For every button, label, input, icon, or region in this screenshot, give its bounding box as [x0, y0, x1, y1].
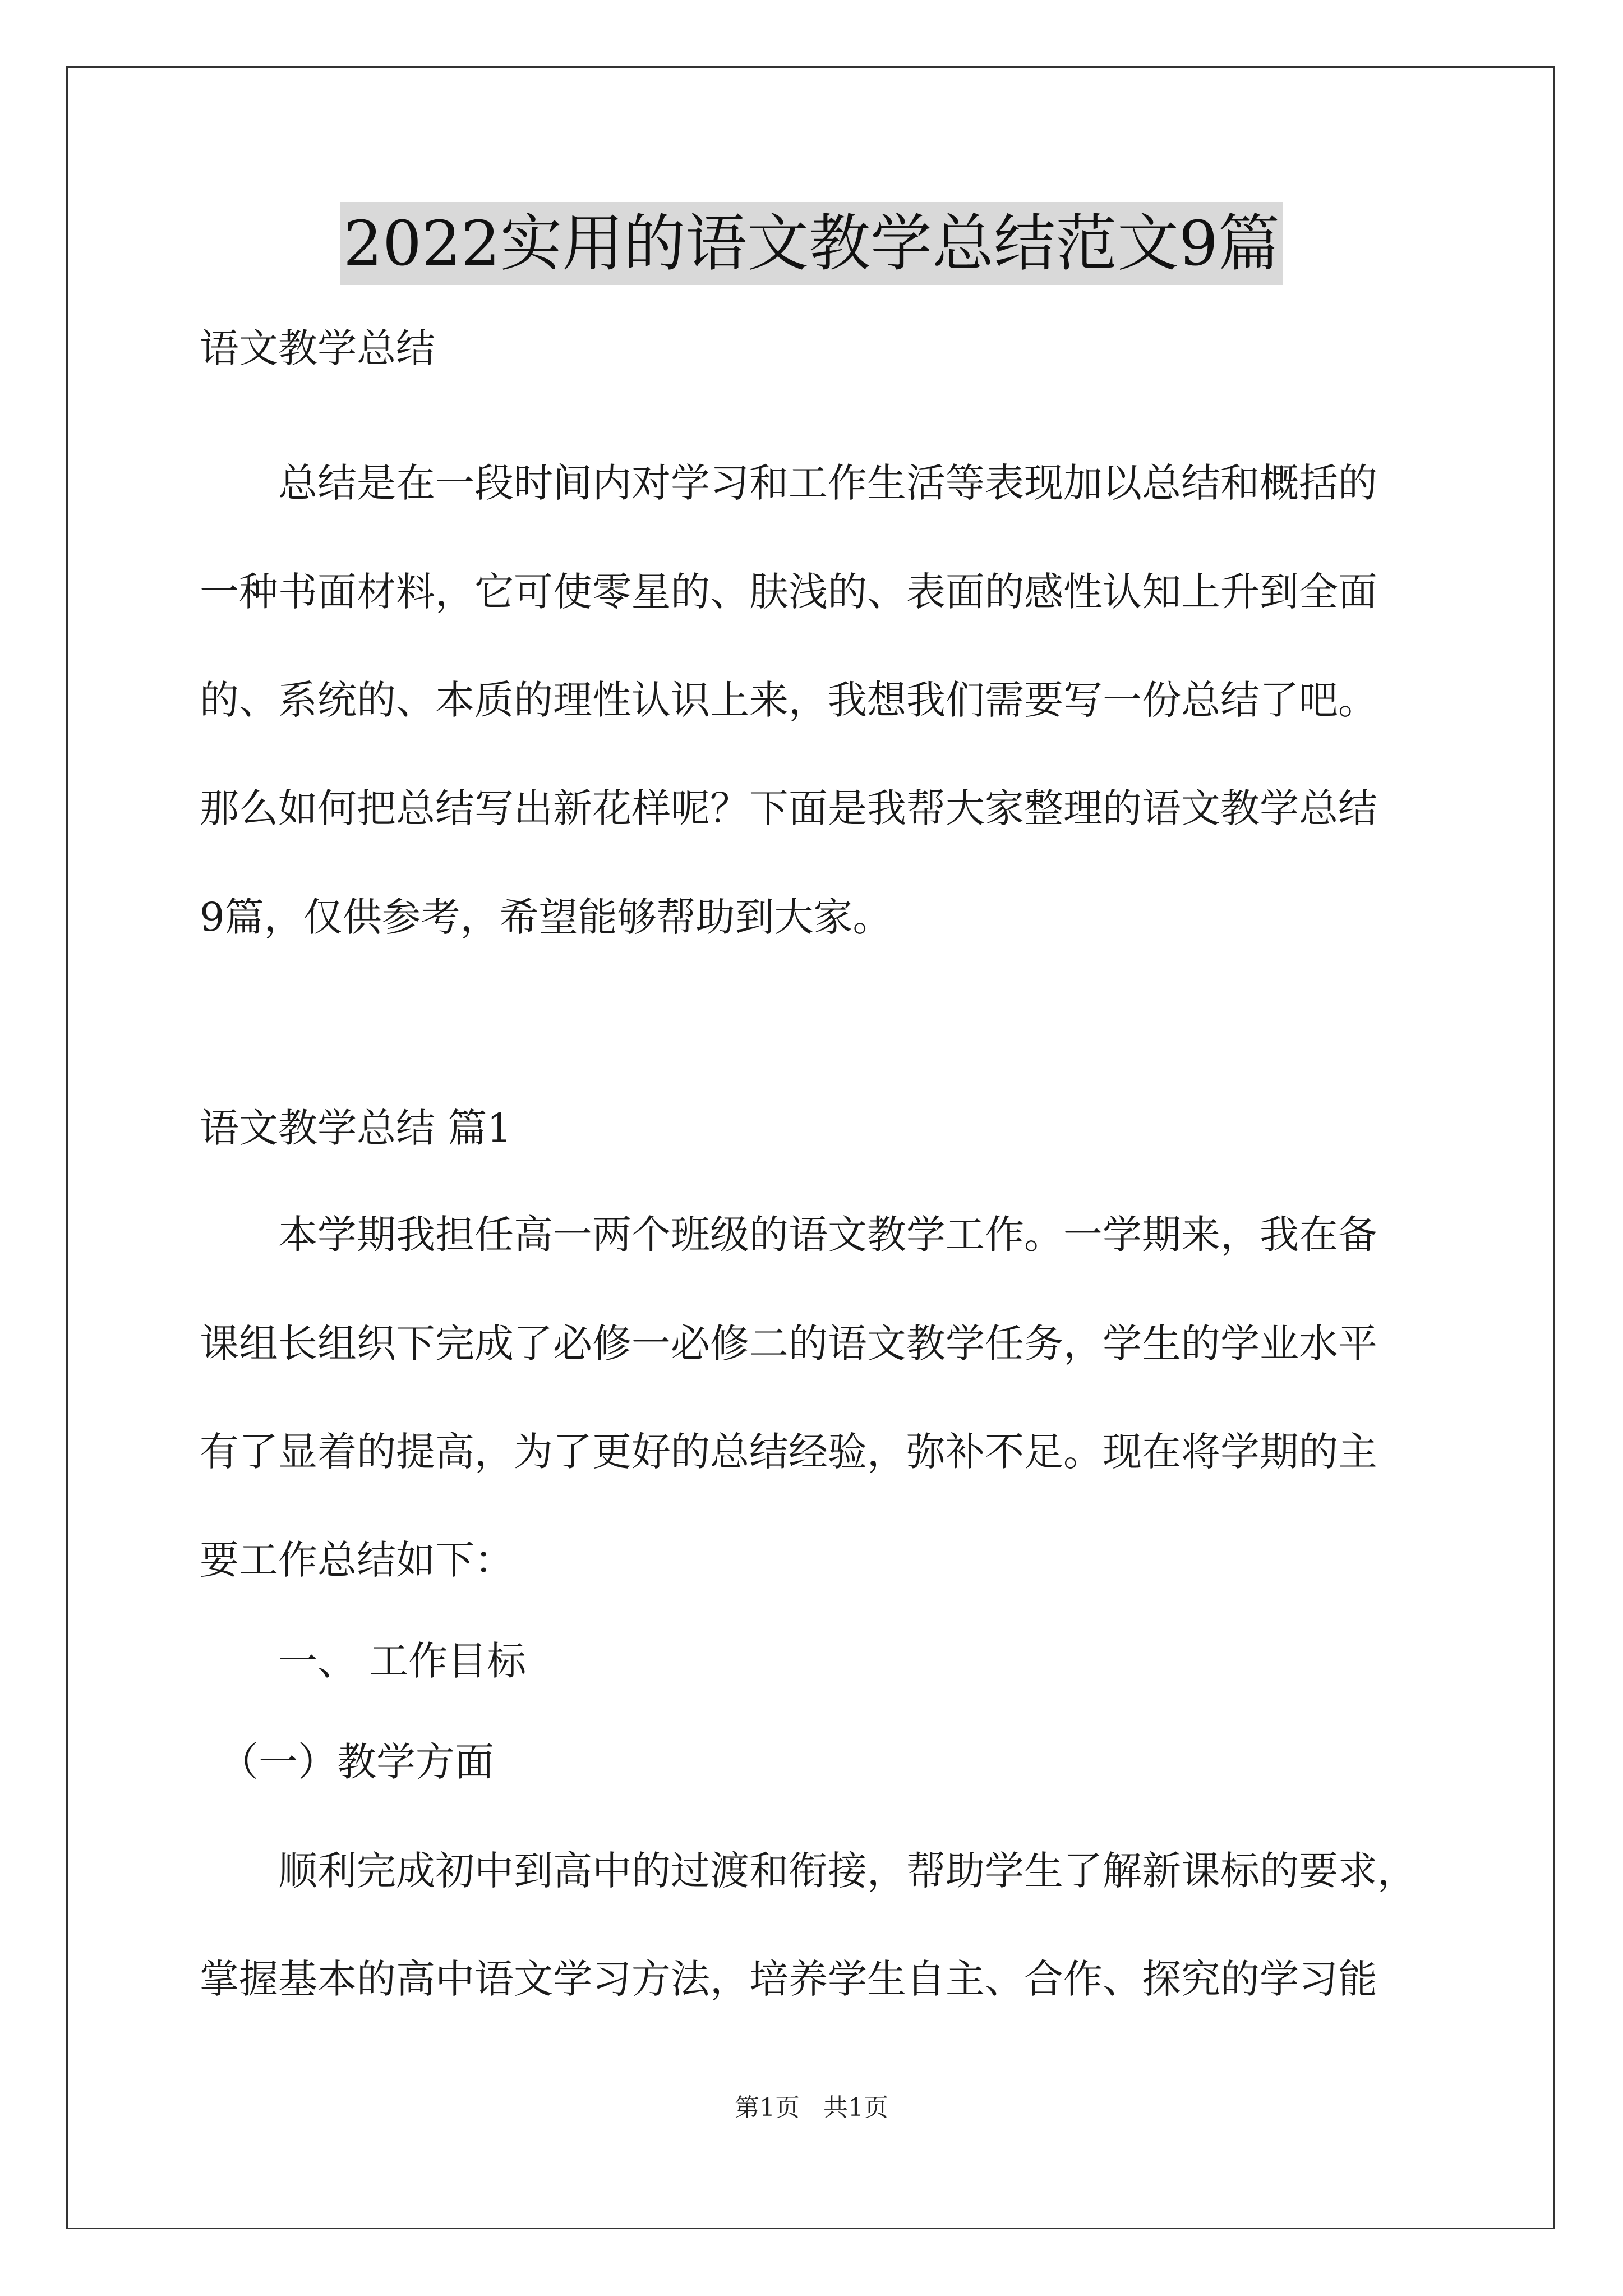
paragraph-line: 本学期我担任高一两个班级的语文教学工作。一学期来，我在备: [200, 1212, 1377, 1258]
paragraph-line: 9篇，仅供参考，希望能够帮助到大家。: [200, 894, 892, 940]
paragraph-line: 的、系统的、本质的理性认识上来，我想我们需要写一份总结了吧。: [200, 677, 1377, 723]
page-footer: 第1页 共1页: [735, 2093, 888, 2122]
paragraph-line: 总结是在一段时间内对学习和工作生活等表现加以总结和概括的: [200, 460, 1377, 506]
title-container: [0, 202, 1623, 285]
paragraph-line: 要工作总结如下：: [200, 1537, 514, 1583]
paragraph-line: 有了显着的提高，为了更好的总结经验，弥补不足。现在将学期的主: [200, 1429, 1377, 1475]
paragraph-line: 那么如何把总结写出新花样呢？下面是我帮大家整理的语文教学总结: [200, 785, 1377, 831]
paragraph-line: 一种书面材料，它可使零星的、肤浅的、表面的感性认知上升到全面: [200, 569, 1377, 615]
subsection-heading: （一）教学方面: [200, 1739, 494, 1785]
paragraph-line: 顺利完成初中到高中的过渡和衔接，帮助学生了解新课标的要求，: [200, 1848, 1417, 1894]
paragraph-line: 掌握基本的高中语文学习方法，培养学生自主、合作、探究的学习能: [200, 1956, 1377, 2002]
subsection-heading: 一、 工作目标: [200, 1638, 527, 1684]
document-title: 2022实用的语文教学总结范文9篇: [340, 202, 1283, 285]
section-heading: 语文教学总结: [200, 325, 435, 371]
section-heading: 语文教学总结 篇1: [200, 1105, 512, 1151]
paragraph-line: 课组长组织下完成了必修一必修二的语文教学任务，学生的学业水平: [200, 1320, 1377, 1366]
